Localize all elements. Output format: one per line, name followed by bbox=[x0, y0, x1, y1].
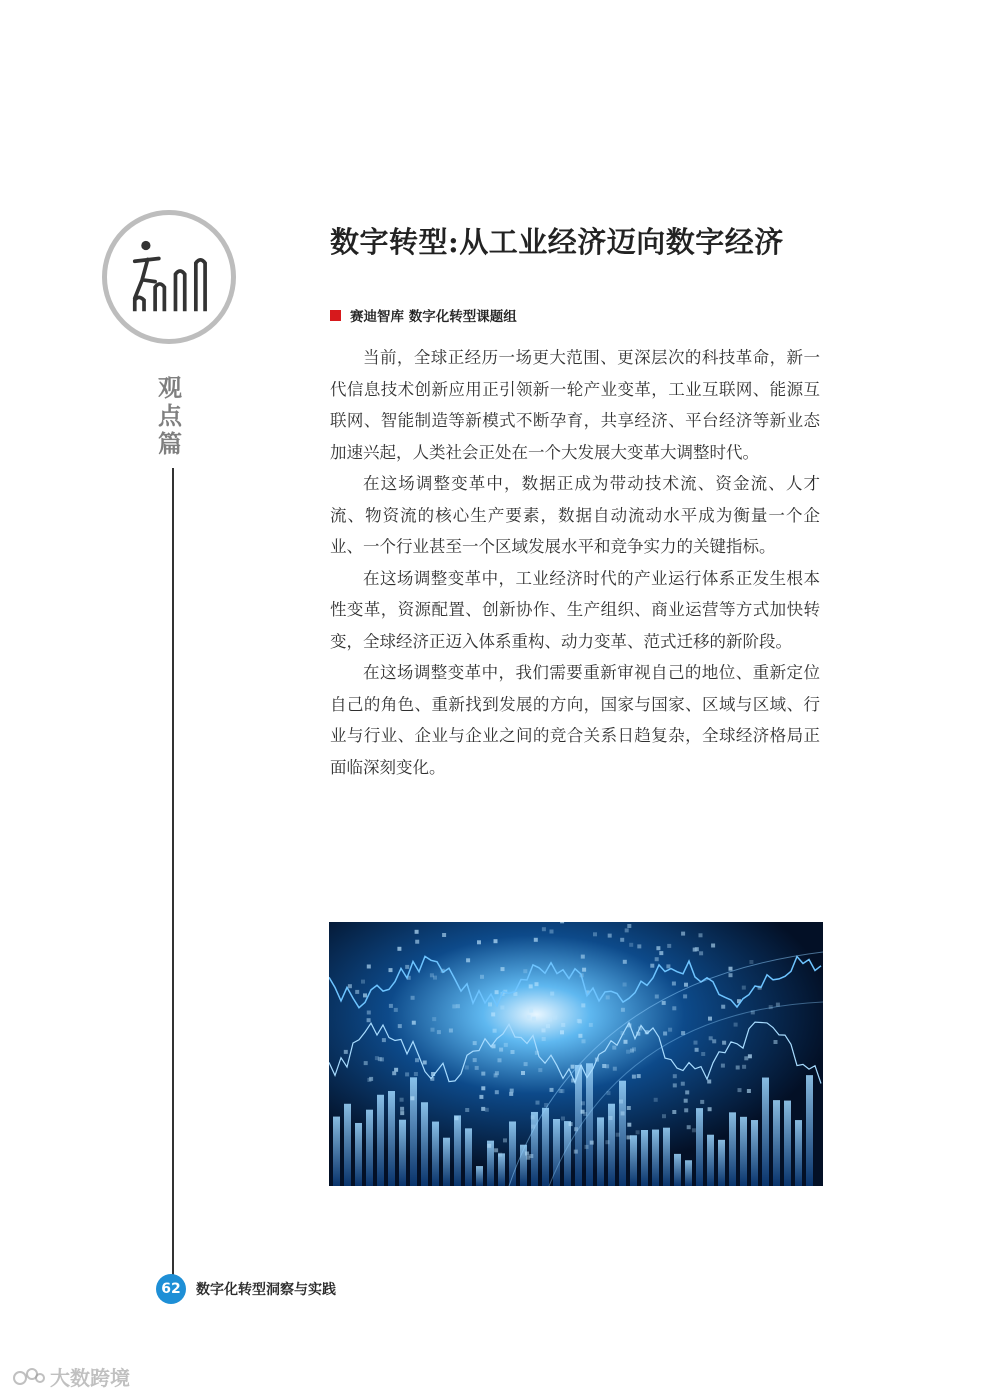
margin-rule bbox=[172, 468, 174, 1276]
section-logo bbox=[102, 210, 236, 344]
watermark bbox=[12, 1362, 130, 1391]
article-title: 数字转型:从工业经济迈向数字经济 bbox=[330, 225, 784, 259]
paragraph: 在这场调整变革中，数据正成为带动技术流、资金流、人才流、物资流的核心生产要素，数据自动流动水平成为衡量一个企业、一个行业甚至一个区域发展水平和竞争实力的关键指标。 bbox=[330, 474, 820, 556]
byline-text: 赛迪智库 数字化转型课题组 bbox=[350, 309, 517, 325]
red-square-marker bbox=[330, 310, 341, 321]
watermark-text: 大数跨境 bbox=[50, 1366, 130, 1390]
running-footer-title: 数字化转型洞察与实践 bbox=[196, 1282, 336, 1298]
paragraph: 在这场调整变革中，工业经济时代的产业运行体系正发生根本性变革，资源配置、创新协作、生产组织、商业运营等方式加快转变，全球经济正迈入体系重构、动力变革、范式迁移的新阶段。 bbox=[330, 568, 820, 651]
paragraph: 当前，全球正经历一场更大范围、更深层次的科技革命，新一代信息技术创新应用正引领新一轮产业变革，工业互联网、能源互联网、智能制造等新模式不断孕育，共享经济、平台经济等新业态加速兴起，人类社会正处在一个大发展大变革大调整时代。 bbox=[330, 348, 820, 462]
page-number-badge: 62 bbox=[156, 1274, 186, 1304]
article-body bbox=[330, 342, 820, 783]
section-label-char: 篇 bbox=[158, 430, 182, 458]
paragraph: 在这场调整变革中，我们需要重新审视自己的地位、重新定位自己的角色、重新找到发展的方向，国家与国家、区域与区域、行业与行业、企业与企业之间的竞合关系日趋复杂，全球经济格局正面临深刻变化。 bbox=[330, 663, 820, 777]
section-label bbox=[154, 374, 186, 458]
person-climbing-bars-icon bbox=[107, 215, 231, 339]
section-label-char: 观 bbox=[158, 374, 182, 402]
digital-globe-finance-image bbox=[329, 922, 823, 1186]
byline bbox=[330, 305, 517, 325]
watermark-logo-icon bbox=[12, 1366, 46, 1388]
section-label-char: 点 bbox=[158, 402, 182, 430]
